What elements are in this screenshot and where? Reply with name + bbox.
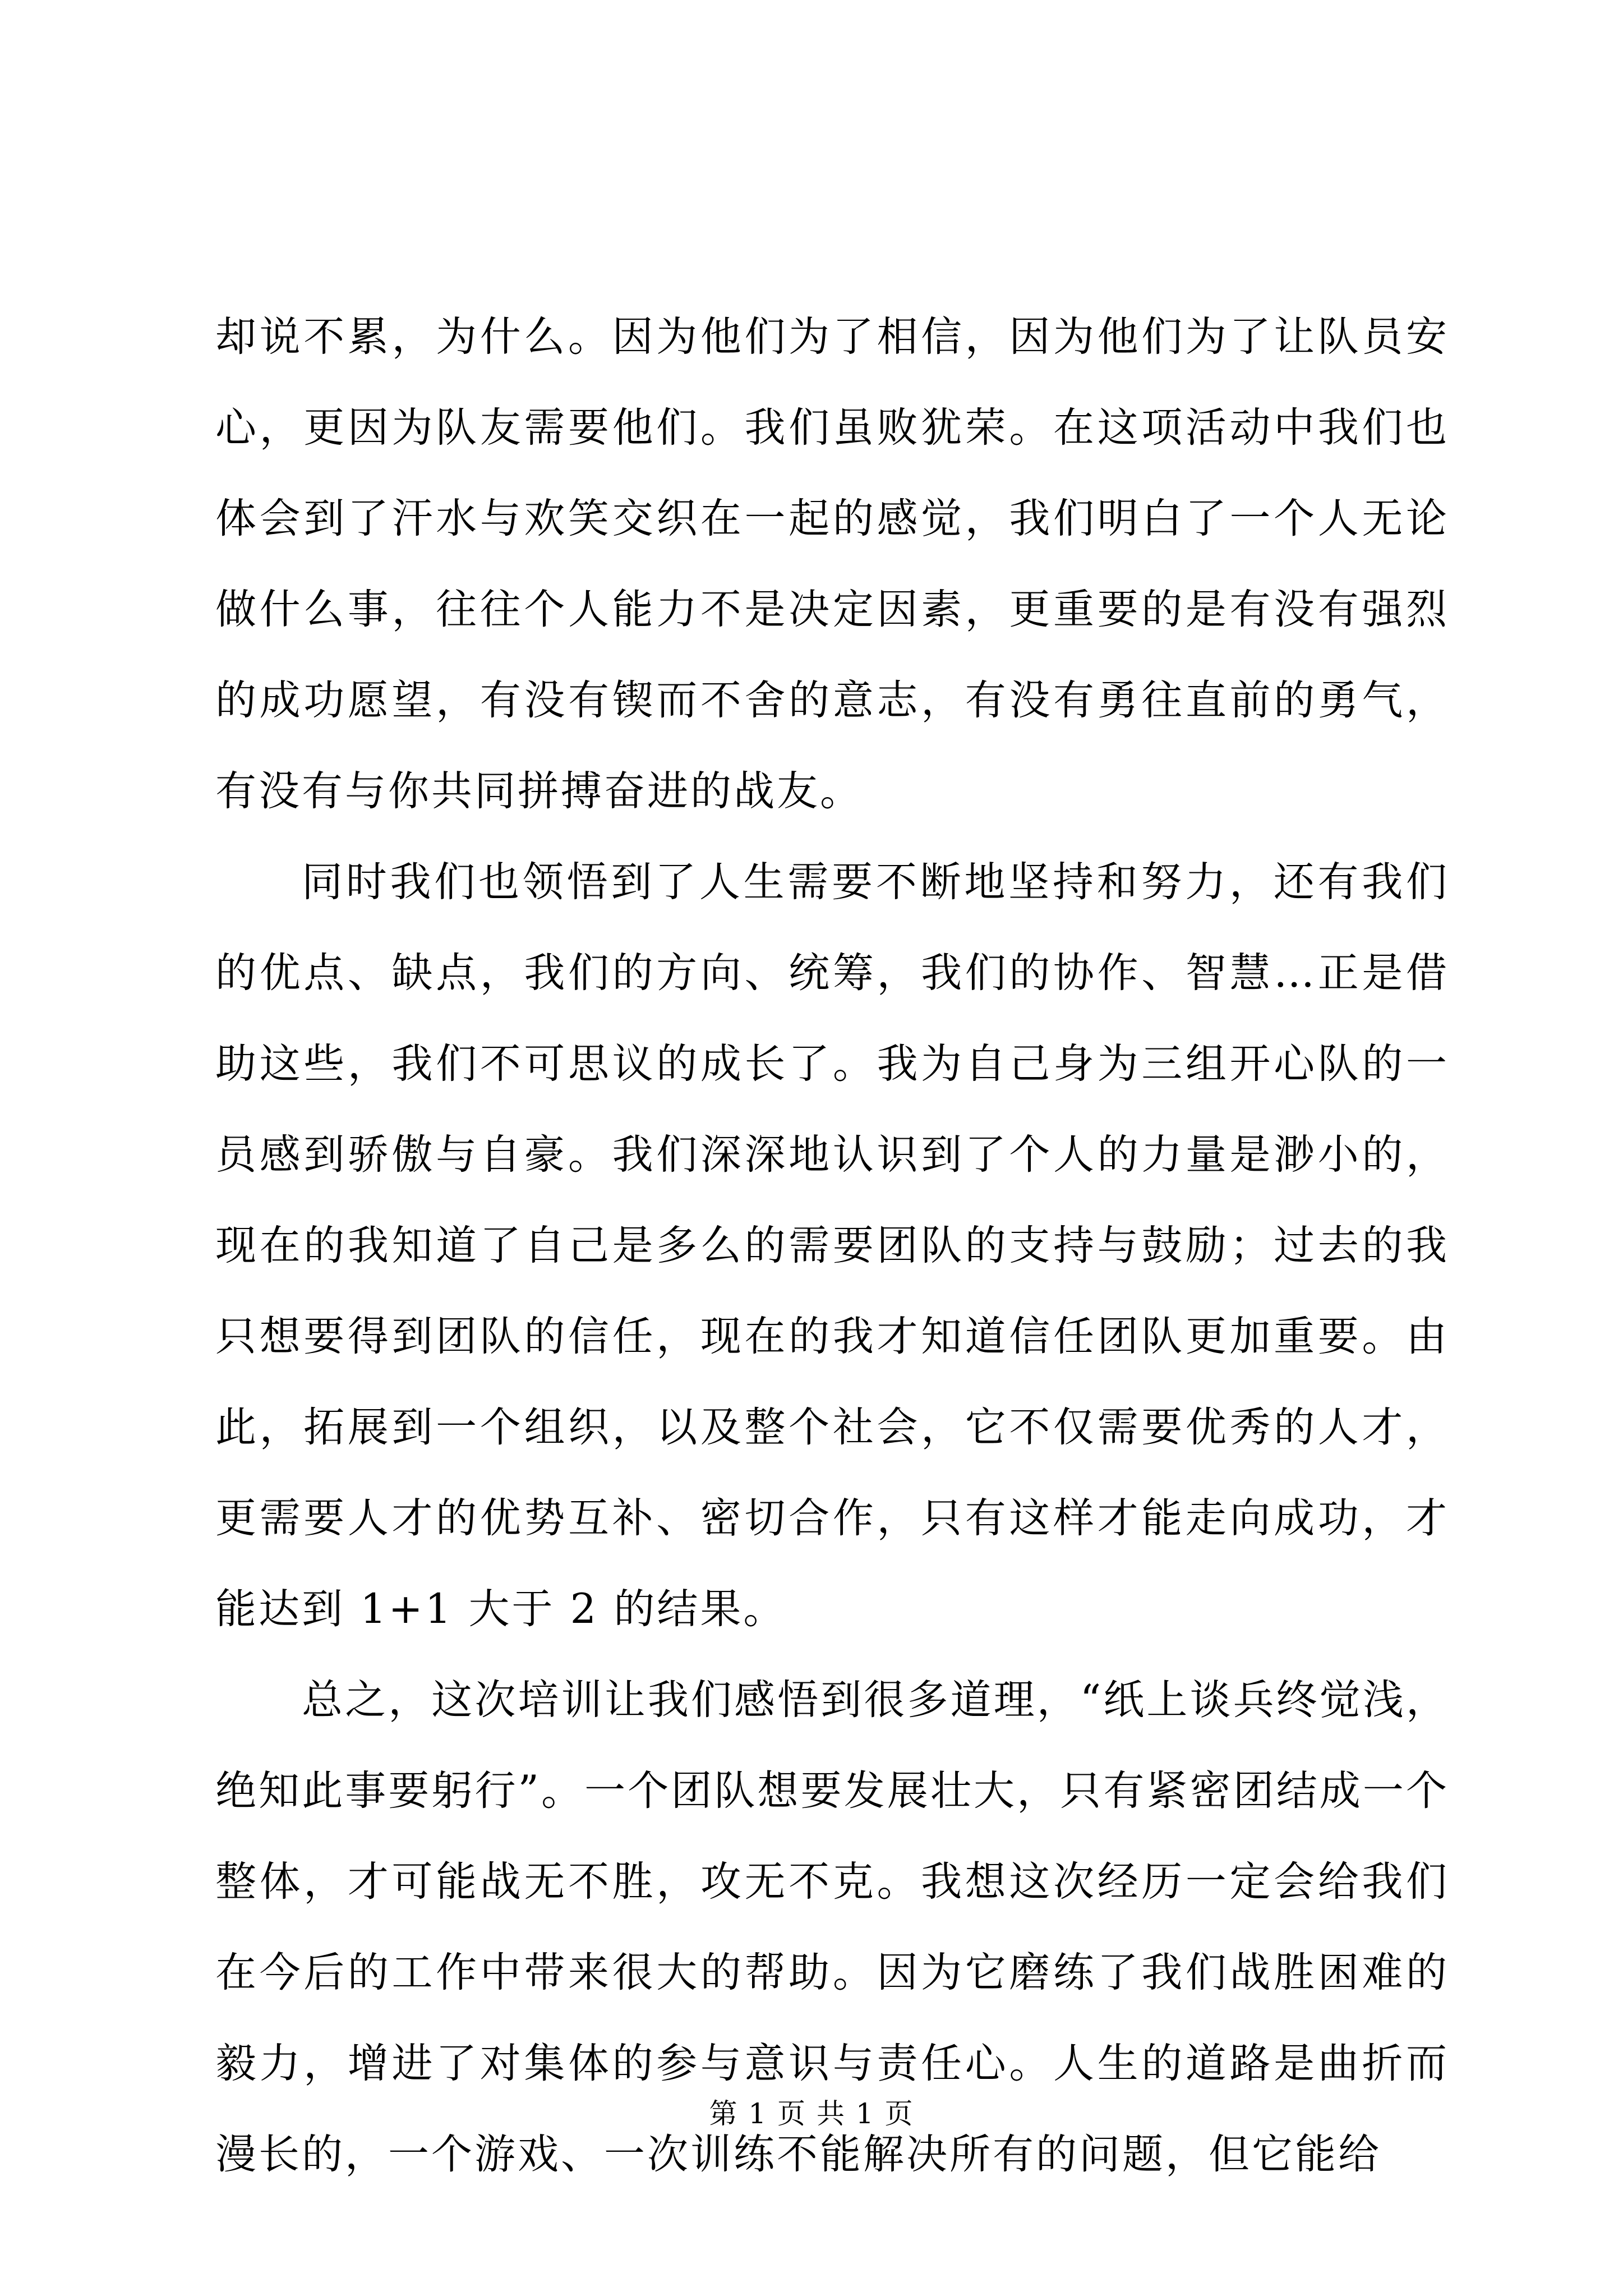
paragraph-2: 同时我们也领悟到了人生需要不断地坚持和努力，还有我们的优点、缺点，我们的方向、统筹，我们的协作、智慧…正是借助这些，我们不可思议的成长了。我为自己身为三组开心队的一员感到骄傲与自豪。我们深深地认识到了个人的力量是渺小的，现在的我知道了自己是多么的需要团队的支持与鼓励；过去的我只想要得到团队的信任，现在的我才知道信任团队更加重要。由此，拓展到一个组织，以及整个社会，它不仅需要优秀的人才，更需要人才的优势互补、密切合作，只有这样才能走向成功，才能达到 1+1 大于 2 的结果。 <box>215 858 1449 1633</box>
body-text <box>215 292 1449 2200</box>
paragraph-1: 却说不累，为什么。因为他们为了相信，因为他们为了让队员安心，更因为队友需要他们。我们虽败犹荣。在这项活动中我们也体会到了汗水与欢笑交织在一起的感觉，我们明白了一个人无论做什么事，往往个人能力不是决定因素，更重要的是有没有强烈的成功愿望，有没有锲而不舍的意志，有没有勇往直前的勇气，有没有与你共同拼搏奋进的战友。 <box>215 313 1449 815</box>
page-footer: 第 1 页 共 1 页 <box>709 2097 914 2130</box>
paragraph-3: 总之，这次培训让我们感悟到很多道理，“纸上谈兵终觉浅，绝知此事要躬行”。一个团队想要发展壮大，只有紧密团结成一个整体，才可能战无不胜，攻无不克。我想这次经历一定会给我们在今后的工作中带来很大的帮助。因为它磨练了我们战胜困难的毅力，增进了对集体的参与意识与责任心。人生的道路是曲折而漫长的，一个游戏、一次训练不能解决所有的问题，但它能给 <box>215 1676 1449 2178</box>
